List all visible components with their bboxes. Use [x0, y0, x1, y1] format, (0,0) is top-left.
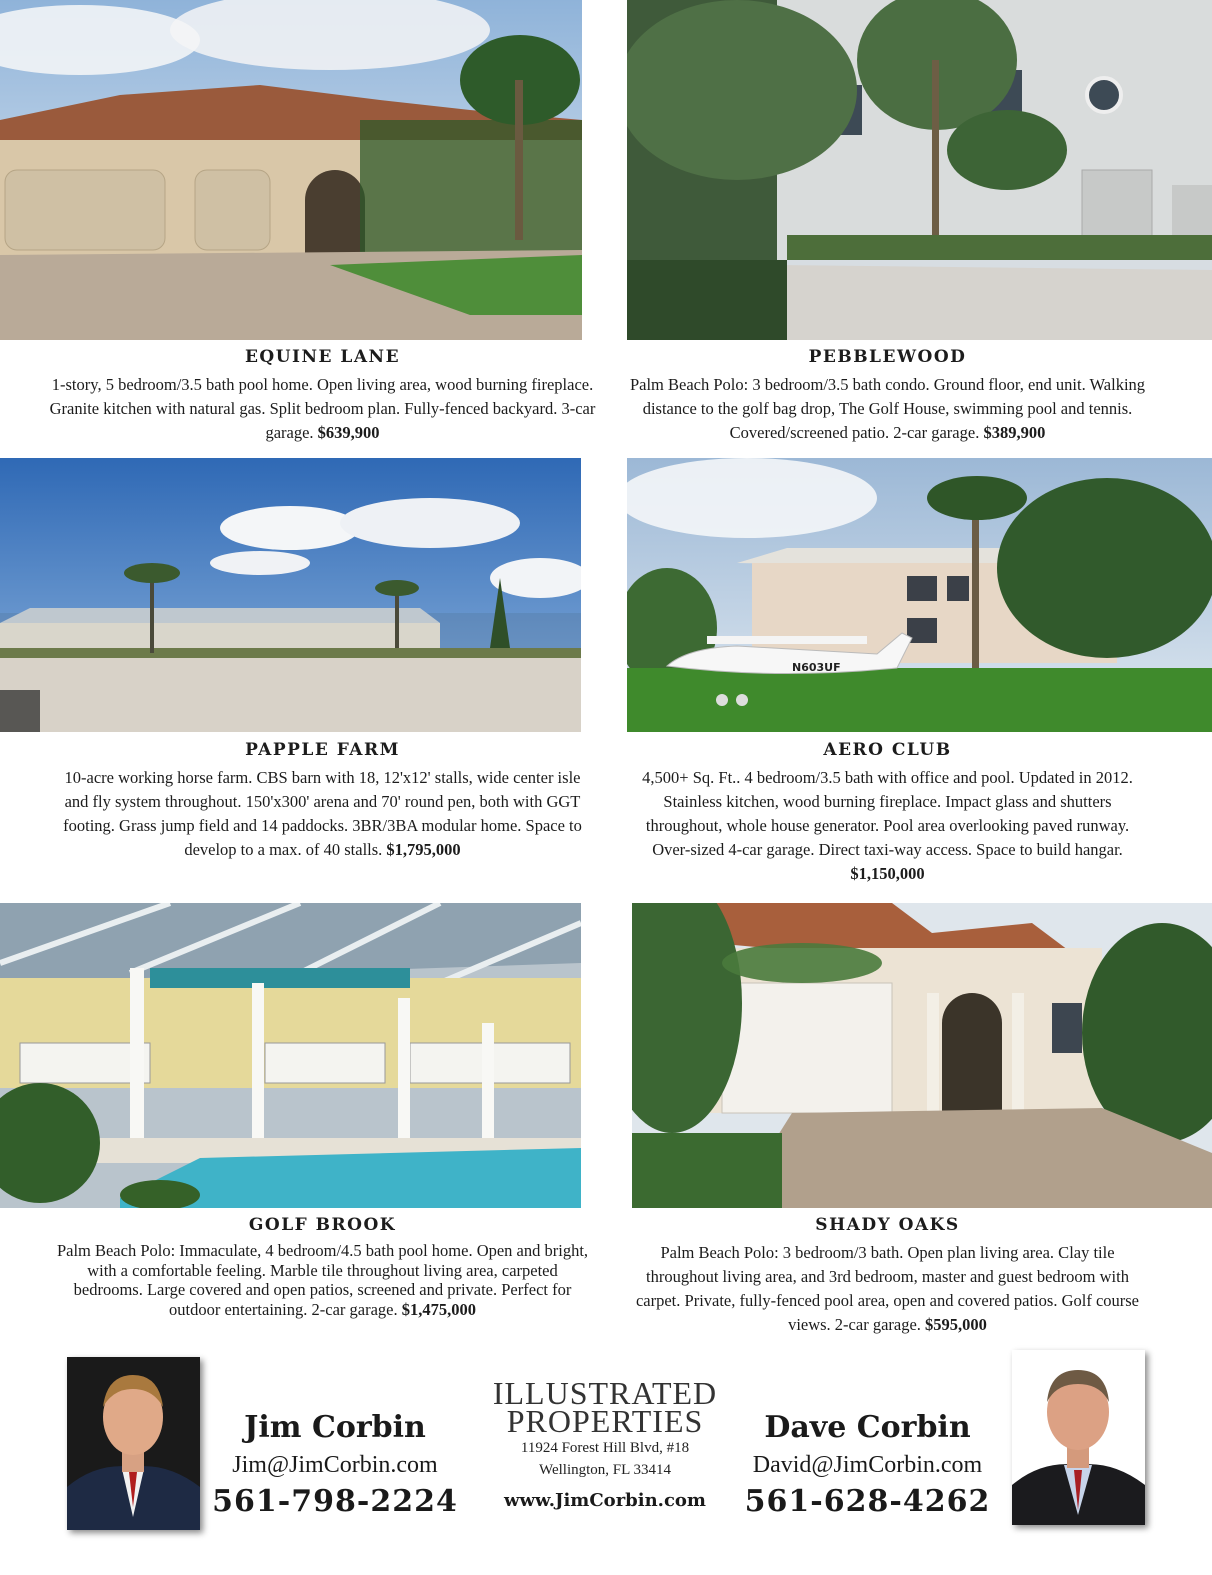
- website-link[interactable]: www.JimCorbin.com: [504, 1490, 706, 1511]
- listing-title: EQUINE LANE: [244, 347, 401, 367]
- agent-phone: 561-798-2224: [212, 1484, 458, 1519]
- listing-shady-oaks: [625, 1215, 1150, 1337]
- listing-description: [625, 1241, 1150, 1337]
- headshot-image: [67, 1357, 200, 1530]
- agent-email-link[interactable]: Jim@JimCorbin.com: [232, 1452, 438, 1478]
- brand-address-line2: Wellington, FL 33414: [539, 1462, 671, 1478]
- brand-address-line1: 11924 Forest Hill Blvd, #18: [520, 1440, 690, 1456]
- listing-price: $595,000: [925, 1315, 987, 1334]
- agent-name: Dave Corbin: [764, 1410, 971, 1445]
- listing-desc-text: 4,500+ Sq. Ft.. 4 bedroom/3.5 bath with office and pool. Updated in 2012. Stainless kitchen, wood burning fireplace. Impact glass and shutters throughout, whole house generator. Pool area overlooking paved runway. Over-sized 4-car garage. Direct taxi-way access. Space to build hangar.: [642, 768, 1133, 859]
- listing-price: $389,900: [983, 423, 1046, 442]
- listing-price: $639,900: [317, 423, 380, 442]
- listing-golf-brook: [55, 1215, 590, 1319]
- listing-equine-lane: [40, 347, 605, 445]
- papple-farm-image: [0, 458, 581, 732]
- equine-lane-image: [0, 0, 582, 340]
- listing-title: AERO CLUB: [823, 740, 952, 760]
- dave-corbin-avatar: [1012, 1350, 1145, 1525]
- listing-title: PAPPLE FARM: [245, 740, 400, 760]
- listing-desc-text: Palm Beach Polo: Immaculate, 4 bedroom/4.5 bath pool home. Open and bright, with a comfortable feeling. Marble tile throughout living area, carpeted bedrooms. Large covered and open patios, screened and private. Perfect for outdoor entertaining. 2-car garage.: [56, 1241, 589, 1319]
- golf-brook-image: [0, 903, 581, 1208]
- brand-logo-line2: PROPERTIES: [506, 1403, 704, 1439]
- headshot-image: [1012, 1350, 1145, 1525]
- agent-name: Jim Corbin: [244, 1410, 426, 1445]
- listing-description: [55, 1241, 590, 1319]
- listing-pebblewood: [625, 347, 1150, 445]
- shady-oaks-image: [632, 903, 1212, 1208]
- listing-aero-club: [630, 740, 1145, 886]
- listing-price: $1,475,000: [401, 1299, 476, 1319]
- listing-title: GOLF BROOK: [248, 1215, 397, 1235]
- listing-description: [55, 766, 590, 862]
- pebblewood-image: [627, 0, 1212, 340]
- aero-club-photo: [627, 458, 1212, 732]
- listing-title: SHADY OAKS: [815, 1215, 960, 1235]
- plane-tail-number: N603UF: [792, 661, 841, 674]
- listing-desc-text: Palm Beach Polo: 3 bedroom/3.5 bath condo. Ground floor, end unit. Walking distance to the golf bag drop, The Golf House, swimming pool and tennis. Covered/screened patio. 2-car garage.: [629, 375, 1146, 442]
- listing-price: $1,150,000: [850, 864, 925, 883]
- agent-email-link[interactable]: David@JimCorbin.com: [752, 1452, 983, 1478]
- listing-price: $1,795,000: [386, 840, 461, 859]
- listing-desc-text: Palm Beach Polo: 3 bedroom/3 bath. Open plan living area. Clay tile throughout living area, and 3rd bedroom, master and guest bedroom with carpet. Private, fully-fenced pool area, open and covered patios. Golf course views. 2-car garage.: [635, 1243, 1140, 1334]
- listing-desc-text: 10-acre working horse farm. CBS barn with 18, 12'x12' stalls, wide center isle and fly system throughout. 150'x300' arena and 70' round pen, both with GGT footing. Grass jump field and 14 paddocks. 3BR/3BA modular home. Space to develop to a max. of 40 stalls.: [63, 768, 582, 859]
- aero-club-image: [627, 458, 1212, 732]
- listing-description: [630, 766, 1145, 886]
- jim-corbin-avatar: [67, 1357, 200, 1530]
- listing-papple-farm: [55, 740, 590, 862]
- papple-farm-photo: [0, 458, 581, 732]
- listing-desc-text: 1-story, 5 bedroom/3.5 bath pool home. Open living area, wood burning fireplace. Granite kitchen with natural gas. Split bedroom plan. Fully-fenced backyard. 3-car garage.: [49, 375, 596, 442]
- listing-title: PEBBLEWOOD: [808, 347, 967, 367]
- pebblewood-photo: [627, 0, 1212, 340]
- equine-lane-photo: [0, 0, 582, 340]
- listing-description: [40, 373, 605, 445]
- golf-brook-photo: [0, 903, 581, 1208]
- listing-description: [625, 373, 1150, 445]
- agent-phone: 561-628-4262: [744, 1484, 991, 1519]
- brand-logo-line1: ILLUSTRATED: [492, 1375, 718, 1411]
- shady-oaks-photo: [632, 903, 1212, 1208]
